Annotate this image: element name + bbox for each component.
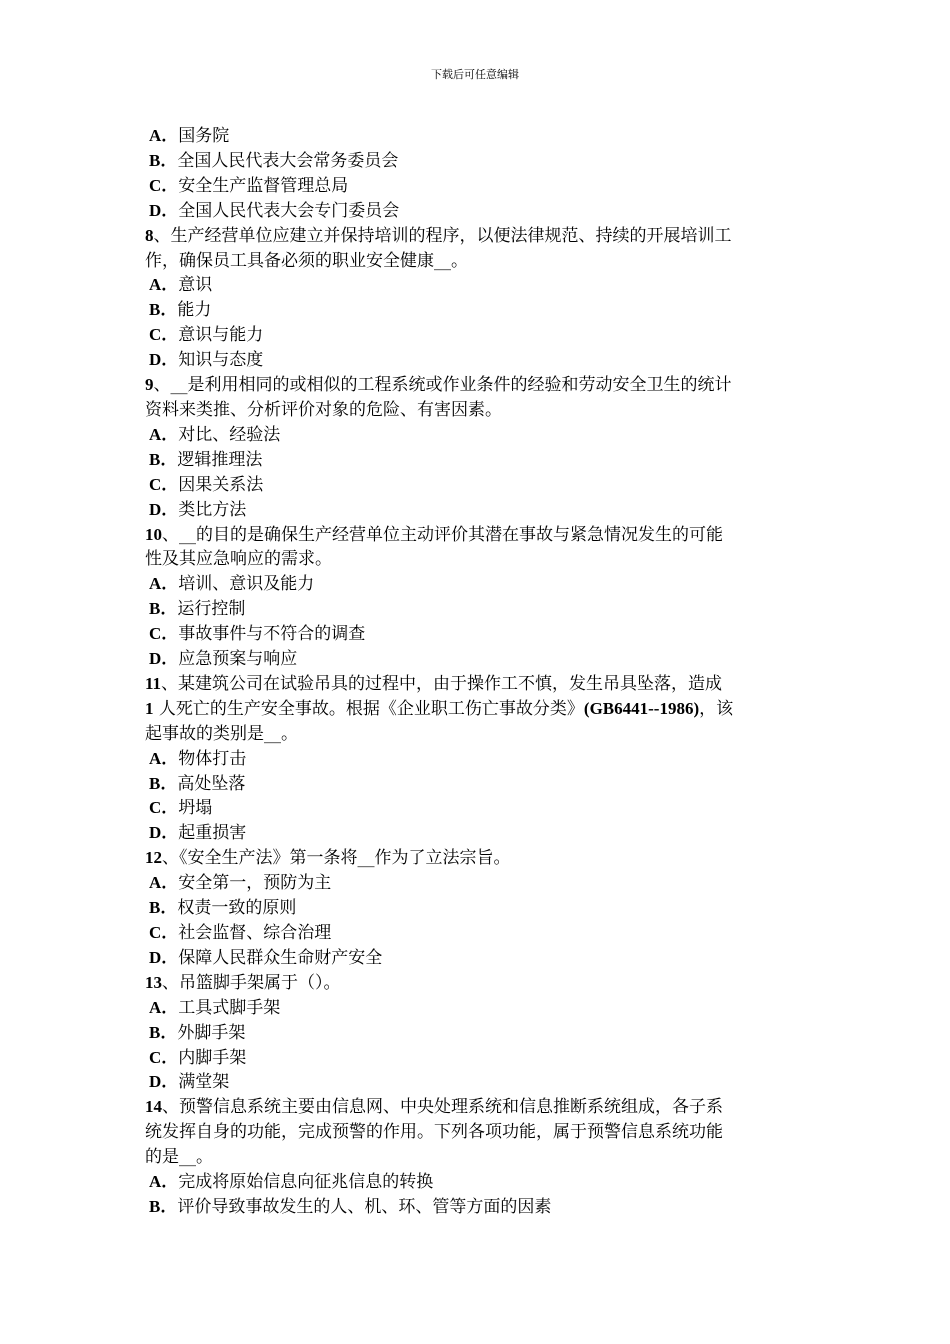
option-letter: B． [149, 898, 178, 918]
option-text: 对比、经验法 [178, 424, 281, 445]
option-text: 能力 [177, 300, 212, 321]
question-8 [145, 224, 810, 249]
option-letter: A． [149, 1172, 179, 1192]
option-letter: B． [149, 599, 178, 619]
question-14 [145, 1095, 810, 1120]
option-c [145, 1046, 810, 1071]
question-number: 11 [145, 673, 162, 693]
option-letter: D． [149, 350, 179, 370]
option-text: 物体打击 [178, 748, 247, 769]
question-10 [145, 523, 810, 548]
option-letter: B． [149, 300, 178, 320]
option-b [145, 1195, 810, 1220]
question-11 [145, 672, 810, 697]
option-d [145, 1070, 810, 1095]
question-number: 14 [145, 1097, 162, 1117]
option-text: 应急预案与响应 [178, 649, 298, 670]
option-d [145, 946, 810, 971]
option-text: 知识与态度 [178, 350, 264, 371]
option-text: 高处坠落 [177, 773, 246, 794]
option-text: 社会监督、综合治理 [178, 923, 332, 943]
option-d [145, 821, 810, 846]
option-a [145, 124, 810, 149]
option-text: 权责一致的原则 [177, 898, 297, 919]
question-text: 、吊篮脚手架属于（）。 [162, 972, 341, 993]
option-b [145, 772, 810, 797]
option-a [145, 747, 810, 772]
option-b [145, 149, 810, 174]
option-letter: C． [149, 798, 179, 818]
option-c [145, 473, 810, 498]
question-text: 、__的目的是确保生产经营单位主动评价其潜在事故与紧急情况发生的可能 [162, 524, 723, 545]
option-d [145, 498, 810, 523]
option-text: 国务院 [178, 126, 230, 146]
question-12 [145, 846, 810, 871]
question-number: 8 [145, 225, 154, 245]
option-letter: B． [149, 1196, 178, 1216]
option-letter: D． [149, 947, 179, 967]
option-text: 内脚手架 [178, 1047, 247, 1068]
option-text: 全国人民代表大会常务委员会 [177, 150, 399, 171]
option-letter: C． [149, 1047, 179, 1067]
option-letter: A． [149, 574, 179, 594]
option-letter: D． [149, 499, 179, 519]
question-text-continued [145, 697, 810, 722]
option-letter: B． [149, 1022, 178, 1042]
option-text: 因果关系法 [178, 474, 264, 495]
option-text: 评价导致事故发生的人、机、环、管等方面的因素 [177, 1196, 552, 1217]
option-text: 安全第一，预防为主 [178, 873, 332, 894]
question-text: 、生产经营单位应建立并保持培训的程序，以便法律规范、持续的开展培训工 [153, 225, 732, 246]
option-text: 事故事件与不符合的调查 [178, 624, 366, 645]
option-text: 外脚手架 [177, 1022, 246, 1043]
option-d [145, 199, 810, 224]
option-letter: A． [149, 424, 179, 444]
option-a [145, 572, 810, 597]
option-text: 逻辑推理法 [177, 449, 263, 470]
option-text: 意识与能力 [178, 325, 264, 346]
option-b [145, 1021, 810, 1046]
option-letter: D． [149, 649, 179, 669]
option-text: 保障人民群众生命财产安全 [178, 947, 383, 968]
option-text: 安全生产监督管理总局 [178, 175, 349, 196]
option-letter: C． [149, 325, 179, 345]
question-text-continued: 起事故的类别是__。 [145, 723, 298, 744]
option-letter: D． [149, 200, 179, 220]
option-a [145, 996, 810, 1021]
question-text-continued: 作，确保员工具备必须的职业安全健康__。 [145, 250, 468, 271]
option-b [145, 896, 810, 921]
option-a [145, 273, 810, 298]
option-text: 起重损害 [178, 823, 247, 844]
document-body [145, 124, 810, 1220]
option-c [145, 921, 810, 946]
question-text-number: 1 [145, 698, 154, 718]
question-9 [145, 373, 810, 398]
question-text: 、《安全生产法》第一条将__作为了立法宗旨。 [162, 848, 511, 869]
option-b [145, 298, 810, 323]
standard-code: (GB6441--1986) [583, 698, 700, 718]
option-letter: C． [149, 474, 179, 494]
option-text: 全国人民代表大会专门委员会 [178, 200, 400, 221]
question-number: 12 [145, 848, 162, 868]
question-text-continued: 统发挥自身的功能，完成预警的作用。下列各项功能，属于预警信息系统功能 [145, 1122, 723, 1143]
option-letter: B． [149, 449, 178, 469]
question-13 [145, 971, 810, 996]
question-text: 、预警信息系统主要由信息网、中央处理系统和信息推断系统组成，各子系 [162, 1097, 723, 1118]
question-number: 10 [145, 524, 162, 544]
question-text-continued: 性及其应急响应的需求。 [145, 549, 332, 570]
option-text: 完成将原始信息向征兆信息的转换 [178, 1172, 434, 1193]
question-text-segment: ，该 [699, 698, 734, 719]
option-letter: D． [149, 823, 179, 843]
question-text: 、__是利用相同的或相似的工程系统或作业条件的经验和劳动安全卫生的统计 [153, 375, 732, 396]
option-text: 坍塌 [178, 798, 213, 819]
option-text: 类比方法 [178, 499, 247, 520]
option-b [145, 597, 810, 622]
option-letter: C． [149, 923, 179, 942]
option-text: 满堂架 [178, 1072, 230, 1093]
question-text-segment: 人死亡的生产安全事故。根据《企业职工伤亡事故分类》 [153, 698, 584, 719]
page-header: 下载后可任意编辑 [431, 68, 519, 81]
option-text: 意识 [178, 275, 213, 296]
question-number: 13 [145, 972, 162, 992]
option-letter: B． [149, 150, 178, 170]
option-letter: A． [149, 997, 179, 1017]
question-text-continued: 资料来类推、分析评价对象的危险、有害因素。 [145, 399, 502, 420]
option-letter: B． [149, 773, 178, 793]
option-text: 运行控制 [177, 599, 246, 620]
option-c [145, 622, 810, 647]
option-a [145, 871, 810, 896]
option-text: 培训、意识及能力 [178, 574, 315, 595]
option-a [145, 423, 810, 448]
option-d [145, 647, 810, 672]
option-c [145, 796, 810, 821]
option-letter: A． [149, 275, 179, 295]
question-number: 9 [145, 375, 154, 395]
option-c [145, 174, 810, 199]
option-letter: A． [149, 873, 179, 893]
option-letter: C． [149, 624, 179, 644]
option-b [145, 448, 810, 473]
option-letter: C． [149, 175, 179, 195]
question-text-continued: 的是__。 [145, 1147, 213, 1168]
option-a [145, 1170, 810, 1195]
option-letter: D． [149, 1072, 179, 1092]
option-c [145, 323, 810, 348]
option-d [145, 348, 810, 373]
option-letter: A． [149, 126, 179, 145]
option-text: 工具式脚手架 [178, 997, 281, 1018]
option-letter: A． [149, 748, 179, 768]
question-text: 、某建筑公司在试验吊具的过程中，由于操作工不慎，发生吊具坠落，造成 [161, 673, 723, 694]
